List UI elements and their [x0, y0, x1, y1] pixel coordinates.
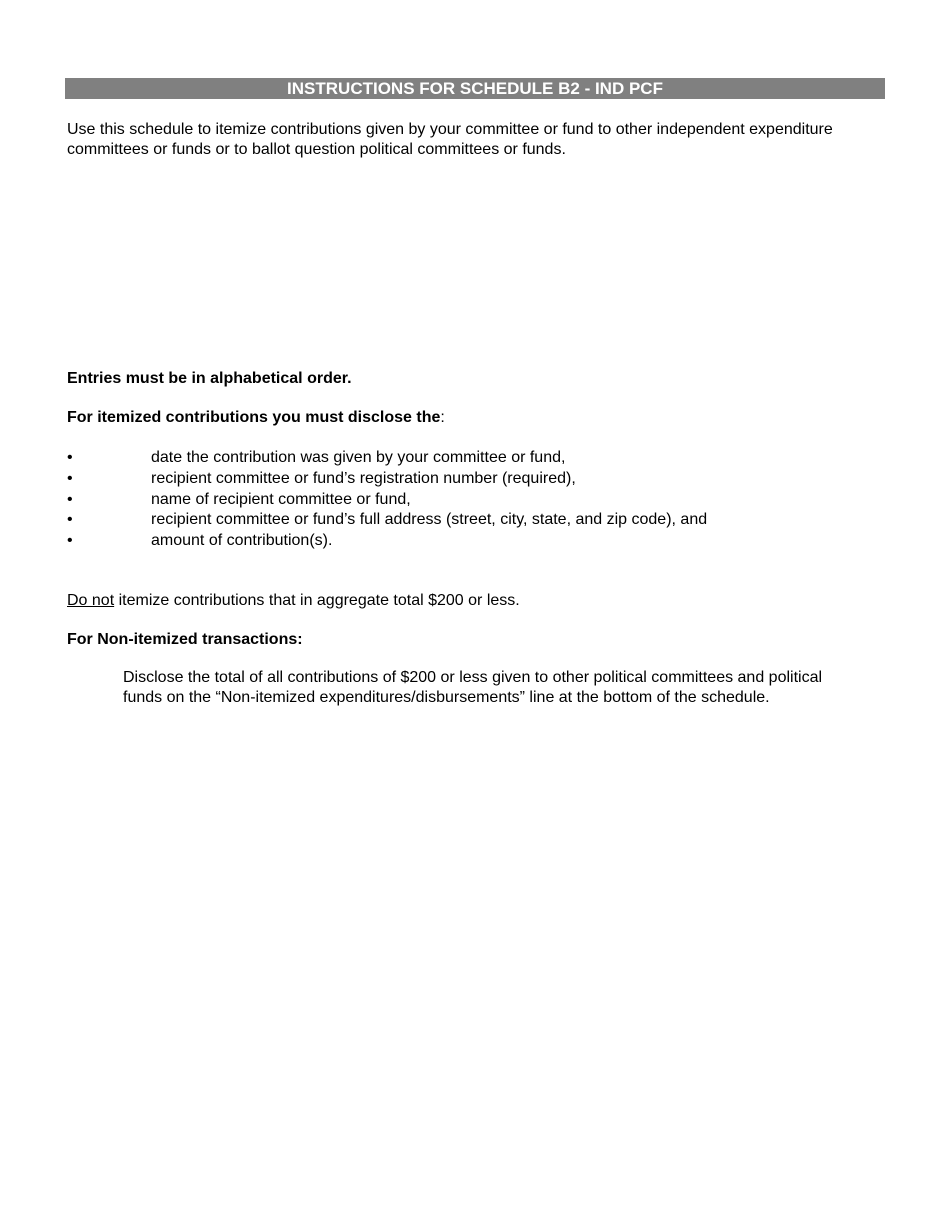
list-item-text: recipient committee or fund’s registration number (required), [151, 469, 576, 487]
non-itemized-paragraph: Disclose the total of all contributions of $200 or less given to other political committees and political funds on the “Non-itemized expenditures/disbursements” line at the bottom of the schedule. [123, 669, 823, 706]
bullet-icon: • [67, 449, 73, 466]
list-item-text: amount of contribution(s). [151, 532, 333, 550]
instructions-title: INSTRUCTIONS FOR SCHEDULE B2 - IND PCF [65, 78, 885, 99]
do-not-rest: itemize contributions that in aggregate total $200 or less. [114, 592, 520, 609]
alphabetical-order-note: Entries must be in alphabetical order. [67, 370, 352, 387]
bullet-icon: • [67, 511, 73, 529]
intro-paragraph: Use this schedule to itemize contributions given by your committee or fund to other independent expenditure committees or funds or to ballot question political committees or funds. [67, 121, 833, 158]
list-item-text: date the contribution was given by your committee or fund, [151, 449, 566, 466]
do-not-itemize-note [67, 591, 520, 611]
disclose-heading-bold: For itemized contributions you must disclose the [67, 409, 441, 426]
disclose-heading [67, 408, 445, 428]
bullet-icon: • [67, 469, 73, 487]
bullet-icon: • [67, 532, 73, 550]
non-itemized-heading: For Non-itemized transactions: [67, 631, 303, 648]
list-item-text: recipient committee or fund’s full address (street, city, state, and zip code), and [151, 511, 708, 529]
bullet-icon: • [67, 490, 73, 508]
list-item-text: name of recipient committee or fund, [151, 490, 411, 508]
do-not-underlined: Do not [67, 592, 115, 609]
disclose-heading-colon: : [440, 409, 445, 426]
